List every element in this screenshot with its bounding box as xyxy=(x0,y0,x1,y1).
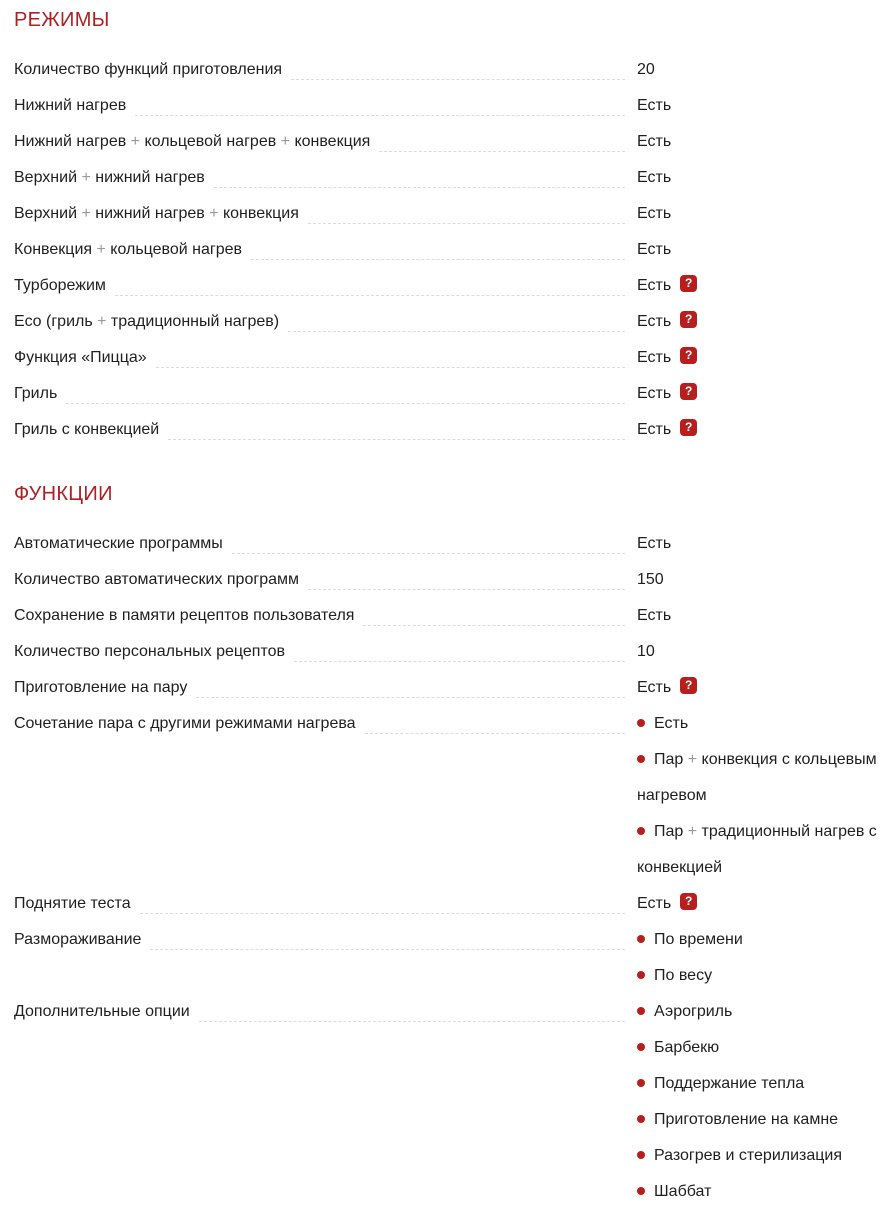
spec-row xyxy=(14,634,886,670)
spec-label: Приготовление на пару xyxy=(14,679,188,696)
spec-row xyxy=(14,232,886,268)
dotted-leader xyxy=(232,526,625,554)
dotted-leader xyxy=(199,994,625,1022)
spec-label: Количество функций приготовления xyxy=(14,61,283,78)
dotted-leader xyxy=(379,124,625,152)
spec-value-text: Есть xyxy=(637,169,672,186)
spec-row xyxy=(14,88,886,124)
value-item-text: Барбекю xyxy=(654,1039,720,1056)
spec-row xyxy=(14,268,886,304)
spec-label: Верхний + нижний нагрев xyxy=(14,169,205,186)
help-icon[interactable]: ? xyxy=(680,419,697,436)
spec-row xyxy=(14,526,886,562)
value-item-text: Шаббат xyxy=(654,1183,712,1200)
section-title: ФУНКЦИИ xyxy=(14,483,113,505)
help-icon[interactable]: ? xyxy=(680,347,697,364)
spec-label: Гриль xyxy=(14,385,58,402)
spec-value xyxy=(637,634,886,670)
spec-value-text: Есть xyxy=(637,679,672,696)
spec-value xyxy=(637,124,886,160)
bullet-icon xyxy=(637,935,645,943)
value-item xyxy=(637,1174,886,1210)
spec-row xyxy=(14,196,886,232)
dotted-leader xyxy=(214,160,625,188)
value-item xyxy=(637,814,886,886)
spec-row xyxy=(14,994,886,1210)
dotted-leader xyxy=(288,304,625,332)
value-item xyxy=(637,706,886,742)
spec-row xyxy=(14,376,886,412)
value-item-text: Поддержание тепла xyxy=(654,1075,805,1092)
spec-value xyxy=(637,160,886,196)
spec-row xyxy=(14,124,886,160)
spec-label: Автоматические программы xyxy=(14,535,223,552)
value-item xyxy=(637,958,886,994)
spec-value-text: Есть xyxy=(637,535,672,552)
spec-value-text: Есть xyxy=(637,421,672,438)
spec-label: Гриль с конвекцией xyxy=(14,421,160,438)
spec-row xyxy=(14,52,886,88)
bullet-icon xyxy=(637,1151,645,1159)
spec-value-text: Есть xyxy=(637,133,672,150)
dotted-leader xyxy=(294,634,625,662)
dotted-leader xyxy=(140,886,625,914)
dotted-leader xyxy=(156,340,625,368)
spec-value-text: Есть xyxy=(637,349,672,366)
section-modes xyxy=(14,2,886,448)
value-item-text: Есть xyxy=(654,715,689,732)
spec-value-text: Есть xyxy=(637,895,672,912)
bullet-icon xyxy=(637,827,645,835)
spec-row xyxy=(14,562,886,598)
help-icon[interactable]: ? xyxy=(680,893,697,910)
spec-label: Сочетание пара с другими режимами нагрева xyxy=(14,715,356,732)
dotted-leader xyxy=(135,88,625,116)
value-item-text: Аэрогриль xyxy=(654,1003,733,1020)
spec-value-text: 150 xyxy=(637,571,664,588)
spec-label: Турборежим xyxy=(14,277,106,294)
dotted-leader xyxy=(365,706,625,734)
dotted-leader xyxy=(115,268,625,296)
value-item-text: По времени xyxy=(654,931,743,948)
spec-row xyxy=(14,304,886,340)
spec-label: Количество автоматических программ xyxy=(14,571,299,588)
value-item xyxy=(637,994,886,1030)
spec-value-text: 10 xyxy=(637,643,655,660)
help-icon[interactable]: ? xyxy=(680,383,697,400)
spec-row xyxy=(14,412,886,448)
spec-value-text: Есть xyxy=(637,97,672,114)
value-item-text: По весу xyxy=(654,967,713,984)
spec-value xyxy=(637,670,886,706)
bullet-icon xyxy=(637,1043,645,1051)
bullet-icon xyxy=(637,1079,645,1087)
spec-label: Eco (гриль + традиционный нагрев) xyxy=(14,313,280,330)
spec-value xyxy=(637,88,886,124)
dotted-leader xyxy=(363,598,625,626)
dotted-leader xyxy=(308,196,625,224)
spec-label: Нижний нагрев + кольцевой нагрев + конвекция xyxy=(14,133,371,150)
bullet-icon xyxy=(637,719,645,727)
spec-row xyxy=(14,160,886,196)
value-item xyxy=(637,922,886,958)
value-item xyxy=(637,1030,886,1066)
spec-row xyxy=(14,598,886,634)
spec-value-text: 20 xyxy=(637,61,655,78)
spec-label: Функция «Пицца» xyxy=(14,349,147,366)
spec-label: Нижний нагрев xyxy=(14,97,127,114)
section-functions xyxy=(14,476,886,1210)
spec-value xyxy=(637,268,886,304)
bullet-icon xyxy=(637,1115,645,1123)
spec-value xyxy=(637,304,886,340)
spec-value xyxy=(637,196,886,232)
value-item-text: Пар + традиционный нагрев с конвекцией xyxy=(637,823,877,876)
help-icon[interactable]: ? xyxy=(680,275,697,292)
value-item xyxy=(637,1066,886,1102)
spec-label: Размораживание xyxy=(14,931,142,948)
spec-value-text: Есть xyxy=(637,313,672,330)
spec-row xyxy=(14,670,886,706)
bullet-icon xyxy=(637,1187,645,1195)
value-item-text: Пар + конвекция с кольцевым нагревом xyxy=(637,751,877,804)
spec-value xyxy=(637,562,886,598)
value-list xyxy=(637,706,886,886)
spec-value-text: Есть xyxy=(637,241,672,258)
spec-label: Количество персональных рецептов xyxy=(14,643,285,660)
value-item xyxy=(637,1138,886,1174)
spec-row xyxy=(14,886,886,922)
dotted-leader xyxy=(291,52,625,80)
spec-value xyxy=(637,886,886,922)
dotted-leader xyxy=(308,562,625,590)
spec-value xyxy=(637,52,886,88)
help-icon[interactable]: ? xyxy=(680,311,697,328)
spec-value xyxy=(637,232,886,268)
spec-value xyxy=(637,526,886,562)
dotted-leader xyxy=(196,670,625,698)
spec-value xyxy=(637,412,886,448)
bullet-icon xyxy=(637,755,645,763)
bullet-icon xyxy=(637,971,645,979)
value-item xyxy=(637,1102,886,1138)
value-item-text: Разогрев и стерилизация xyxy=(654,1147,843,1164)
dotted-leader xyxy=(66,376,625,404)
spec-value-text: Есть xyxy=(637,607,672,624)
spec-label: Дополнительные опции xyxy=(14,1003,190,1020)
spec-value-text: Есть xyxy=(637,205,672,222)
spec-row xyxy=(14,340,886,376)
spec-label: Поднятие теста xyxy=(14,895,131,912)
spec-value-text: Есть xyxy=(637,385,672,402)
section-title: РЕЖИМЫ xyxy=(14,9,110,31)
spec-row xyxy=(14,922,886,994)
dotted-leader xyxy=(251,232,625,260)
help-icon[interactable]: ? xyxy=(680,677,697,694)
value-item-text: Приготовление на камне xyxy=(654,1111,839,1128)
value-list xyxy=(637,994,886,1210)
spec-label: Конвекция + кольцевой нагрев xyxy=(14,241,243,258)
value-item xyxy=(637,742,886,814)
spec-label: Сохранение в памяти рецептов пользователя xyxy=(14,607,355,624)
dotted-leader xyxy=(150,922,625,950)
spec-value xyxy=(637,340,886,376)
spec-value xyxy=(637,376,886,412)
spec-value-text: Есть xyxy=(637,277,672,294)
dotted-leader xyxy=(168,412,625,440)
value-list xyxy=(637,922,886,994)
spec-value xyxy=(637,598,886,634)
spec-label: Верхний + нижний нагрев + конвекция xyxy=(14,205,299,222)
bullet-icon xyxy=(637,1007,645,1015)
spec-row xyxy=(14,706,886,886)
